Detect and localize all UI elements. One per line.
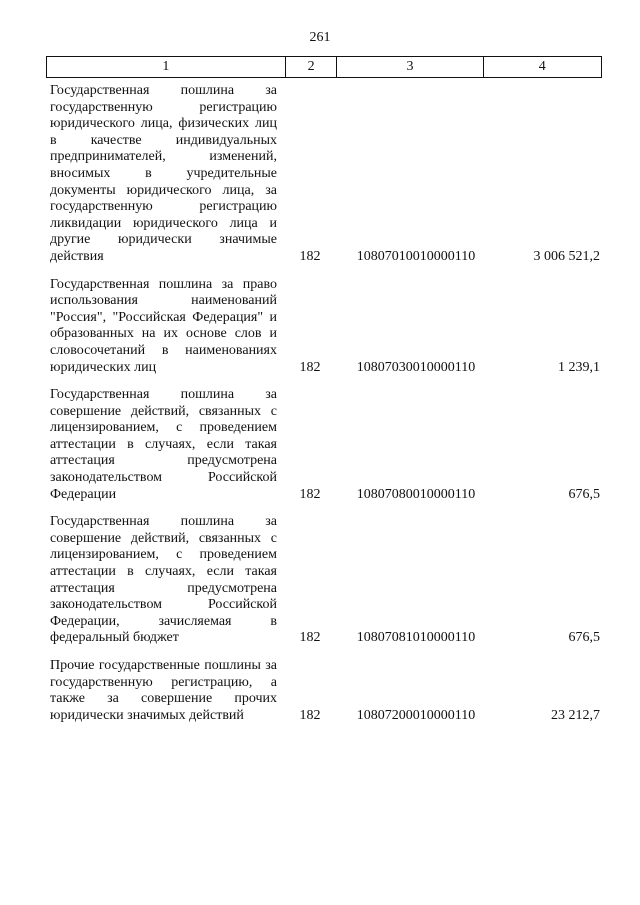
table-header [46, 56, 602, 78]
row-code: 10807200010000110 [356, 707, 476, 723]
table-row [50, 387, 600, 503]
row-admin-code: 182 [299, 359, 321, 375]
row-name: Государственная пошлина за право использования наименований "Россия", "Российская Федерация" и образованных на их основе слов и словосочетаний в наименованиях юридических лиц [50, 276, 277, 375]
table-row [50, 83, 600, 266]
header-col-2: 2 [285, 57, 337, 77]
row-code: 10807030010000110 [356, 359, 476, 375]
header-col-1: 1 [162, 59, 170, 74]
page-number: 261 [309, 30, 331, 45]
header-col-3: 3 [336, 57, 482, 77]
row-name: Государственная пошлина за государственную регистрацию юридического лица, физических лиц в качестве индивидуальных предпринимателей, изменений, вносимых в учредительные документы юридического лица, за государственную регистрацию ликвидации юридического лица и другие юридически значимые действия [50, 83, 277, 264]
row-code: 10807010010000110 [356, 248, 476, 264]
row-amount: 676,5 [568, 486, 600, 502]
row-name: Государственная пошлина за совершение действий, связанных с лицензированием, с проведением аттестации в случаях, если такая аттестация предусмотрена законодательством Российской Федерации [50, 387, 277, 502]
table-row [50, 277, 600, 377]
row-name: Прочие государственные пошлины за государственную регистрацию, а также за совершение прочих юридически значимых действий [50, 658, 277, 723]
row-admin-code: 182 [299, 630, 321, 646]
row-admin-code: 182 [299, 486, 321, 502]
table-row [50, 514, 600, 647]
row-code: 10807081010000110 [356, 630, 476, 646]
row-admin-code: 182 [299, 248, 321, 264]
table-body [50, 83, 600, 735]
row-amount: 3 006 521,2 [533, 248, 600, 264]
row-name: Государственная пошлина за совершение действий, связанных с лицензированием, с проведением аттестации в случаях, если такая аттестация предусмотрена законодательством Российской Федерации, зачисляемая в федеральный бюджет [50, 514, 277, 646]
table-row [50, 658, 600, 724]
row-amount: 23 212,7 [551, 707, 600, 723]
header-col-4: 4 [483, 57, 601, 77]
row-code: 10807080010000110 [356, 486, 476, 502]
row-amount: 676,5 [568, 630, 600, 646]
row-amount: 1 239,1 [558, 359, 600, 375]
row-admin-code: 182 [299, 707, 321, 723]
